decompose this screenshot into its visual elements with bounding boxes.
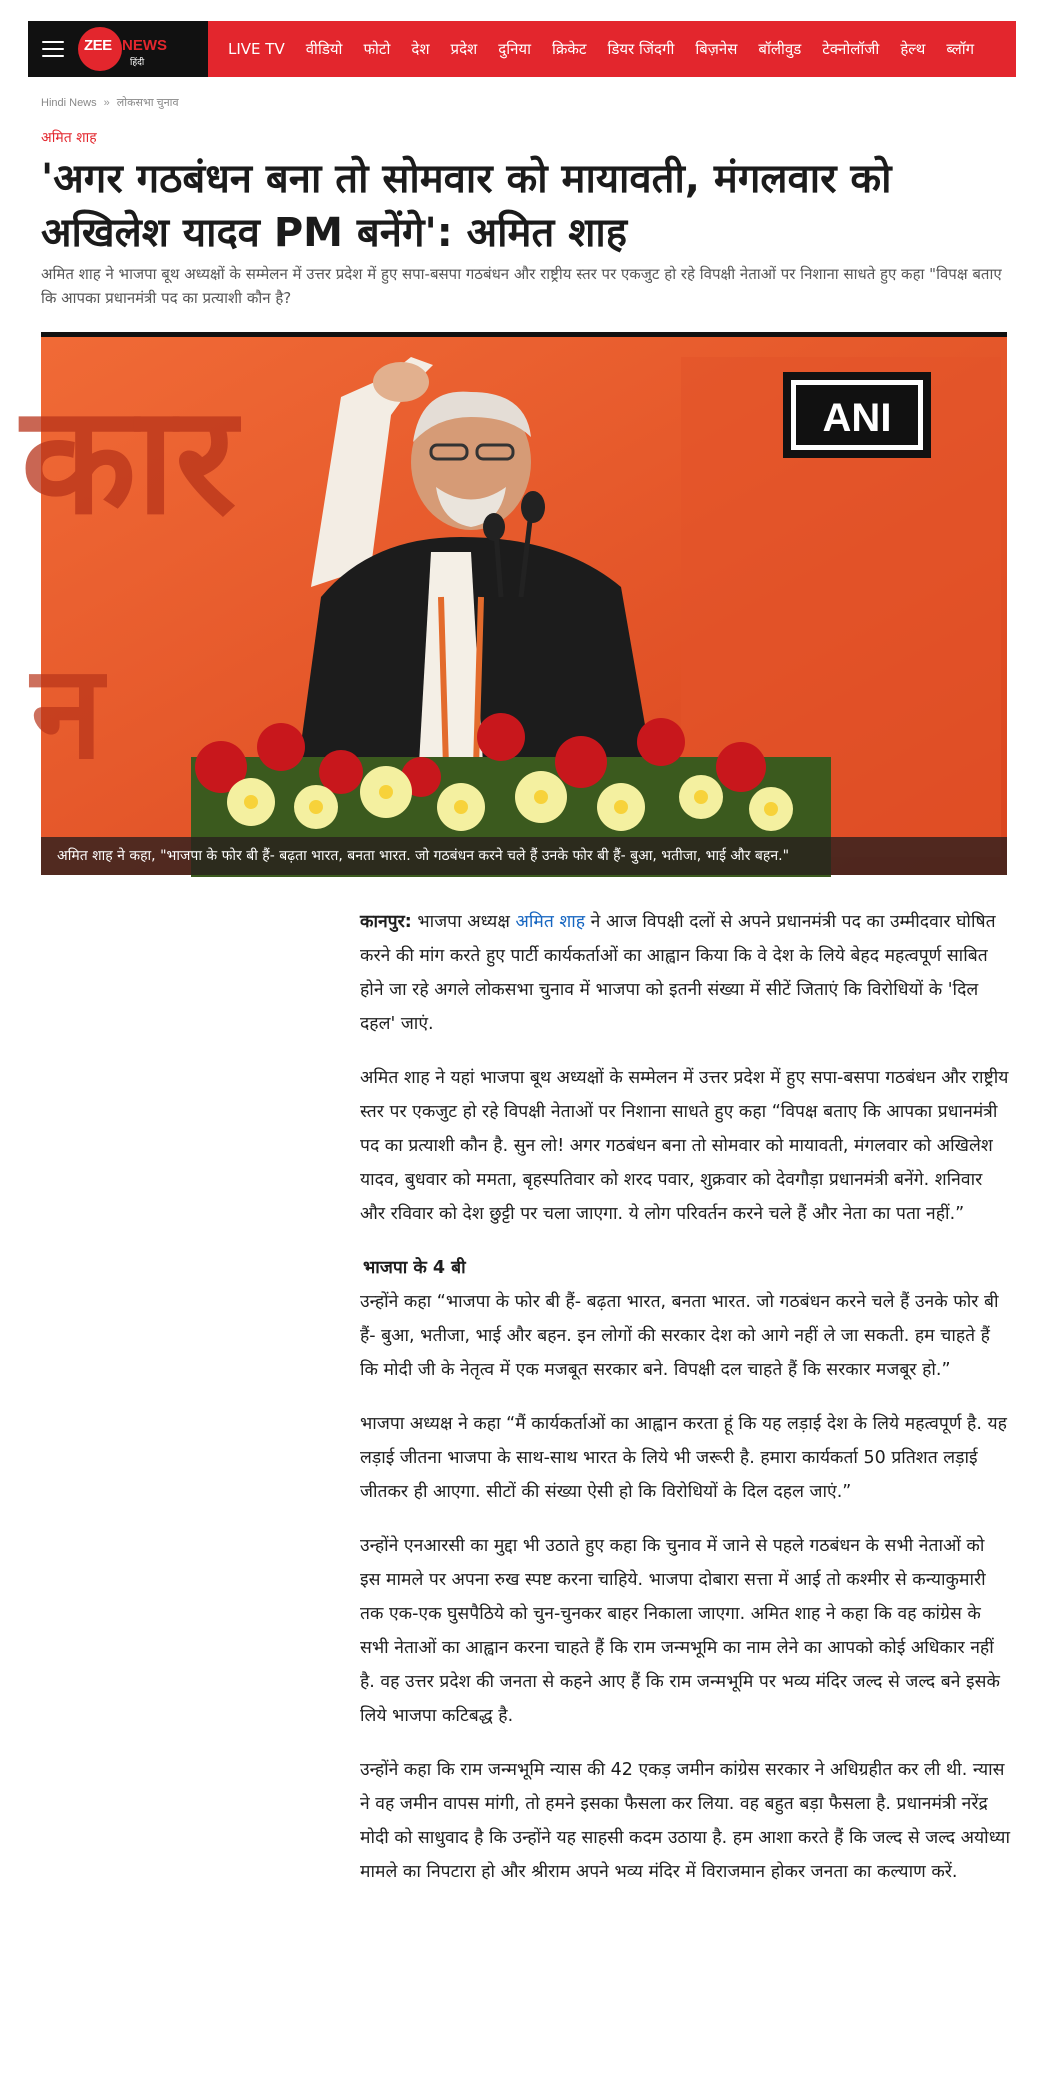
brand-block [28,21,208,77]
breadcrumb-home-link[interactable]: Hindi News [41,97,97,109]
nav-item-live-tv[interactable]: LIVE TV [228,40,285,58]
top-navigation-bar [28,21,1016,77]
article-paragraph-3: उन्होंने कहा “भाजपा के फोर बी हैं- बढ़ता भारत, बनता भारत. जो गठबंधन करने चले हैं उनके फोर बी हैं- बुआ, भतीजा, भाई और बहन. इन लोगों की सरकार देश को आगे नहीं ले जा सकती. हम चाहते हैं कि मोदी जी के नेतृत्व में एक मजबूत सरकार बने. विपक्षी दल चाहते हैं कि सरकार मजबूर हो.” [360,1292,999,1380]
article-paragraph-1 [360,905,1010,1041]
amit-shah-link[interactable]: अमित शाह [515,912,586,932]
article-category-tag[interactable]: अमित शाह [41,130,97,146]
ani-badge-text: ANI [822,396,892,440]
nav-item-videos[interactable]: वीडियो [305,40,343,58]
article-subheading: भाजपा के 4 बी [363,1258,466,1278]
nav-item-dear-zindagi[interactable]: डियर जिंदगी [607,40,675,58]
nav-item-cricket[interactable]: क्रिकेट [552,40,587,58]
nav-item-blog[interactable]: ब्लॉग [946,40,975,58]
article-body [360,905,1010,1909]
breadcrumb-separator: » [103,97,110,109]
speaker-illustration [21,337,1007,875]
nav-item-business[interactable]: बिज़नेस [695,40,738,58]
article-paragraph-2: अमित शाह ने यहां भाजपा बूथ अध्यक्षों के सम्मेलन में उत्तर प्रदेश में हुए सपा-बसपा गठबंधन और राष्ट्रीय स्तर पर एकजुट हो रहे विपक्षी नेताओं पर निशाना साधते हुए कहा “विपक्ष बताए कि आपका प्रधानमंत्री पद का प्रत्याशी कौन है. सुन लो! अगर गठबंधन बना तो सोमवार को मायावती, मंगलवार को अखिलेश यादव, बुधवार को ममता, बृहस्पतिवार को शरद पवार, शुक्रवार को देवगौड़ा प्रधानमंत्री बनेंगे. शनिवार और रविवार को देश छुट्टी पर चला जाएगा. ये लोग परिवर्तन करने चले हैं और नेता का पता नहीं.” [360,1068,1009,1224]
article-hero-image [21,332,1007,875]
svg-text:कार: कार [21,374,237,548]
logo-hindi-label: हिंदी [130,58,145,68]
ani-badge [783,372,931,458]
article-paragraph-5: उन्होंने एनआरसी का मुद्दा भी उठाते हुए कहा कि चुनाव में जाने से पहले गठबंधन के सभी नेताओं को इस मामले पर अपना रुख स्पष्ट करना चाहिये. भाजपा दोबारा सत्ता में आई तो कश्मीर से कन्याकुमारी तक एक-एक घुसपैठिये को चुन-चुनकर बाहर निकाला जाएगा. अमित शाह ने कहा कि वह कांग्रेस के सभी नेताओं का आह्वान करना चाहते हैं कि राम जन्मभूमि का नाम लेने का आपको कोई अधिकार नहीं है. वह उत्तर प्रदेश की जनता से कहने आए हैं कि राम जन्मभूमि पर भव्य मंदिर जल्द से जल्द बने इसके लिये भाजपा कटिबद्ध है. [360,1536,1000,1726]
menu-icon[interactable] [42,41,64,57]
image-caption: अमित शाह ने कहा, "भाजपा के फोर बी हैं- बढ़ता भारत, बनता भारत. जो गठबंधन करने चले हैं उनके फोर बी हैं- बुआ, भतीजा, भाई और बहन." [41,837,1007,875]
paragraph-1-text: ने आज विपक्षी दलों से अपने प्रधानमंत्री पद का उम्मीदवार घोषित करने की मांग करते हुए पार्टी कार्यकर्ताओं का आह्वान किया कि वे देश के लिये बेहद महत्वपूर्ण साबित होने जा रहे अगले लोकसभा चुनाव में भाजपा को इतनी संख्या में सीटें जिताएं कि विरोधियों के 'दिल दहल' जाएं. [360,912,996,1034]
article-summary: अमित शाह ने भाजपा बूथ अध्यक्षों के सम्मेलन में उत्तर प्रदेश में हुए सपा-बसपा गठबंधन और राष्ट्रीय स्तर पर एकजुट हो रहे विपक्षी नेताओं पर निशाना साधते हुए कहा "विपक्ष बताए कि आपका प्रधानमंत्री पद का प्रत्याशी कौन है? [41,265,1002,307]
main-nav [208,39,995,59]
nav-item-country[interactable]: देश [411,40,430,58]
svg-text:न: न [31,636,104,788]
nav-item-world[interactable]: दुनिया [498,40,531,58]
breadcrumb [41,95,179,110]
paragraph-1-intro: भाजपा अध्यक्ष [417,912,510,932]
zee-news-logo[interactable]: ZEE NEWS हिंदी [78,27,166,71]
nav-item-photos[interactable]: फोटो [363,40,391,58]
nav-item-bollywood[interactable]: बॉलीवुड [758,40,802,58]
nav-item-health[interactable]: हेल्थ [900,40,926,58]
article-paragraph-4: भाजपा अध्यक्ष ने कहा “मैं कार्यकर्ताओं का आह्वान करता हूं कि यह लड़ाई देश के लिये महत्वपूर्ण है. यह लड़ाई जीतना भाजपा के साथ-साथ भारत के लिये भी जरूरी है. हमारा कार्यकर्ता 50 प्रतिशत लड़ाई जीतकर ही आएगा. सीटों की संख्या ऐसी हो कि विरोधियों के दिल दहल जाएं.” [360,1414,1007,1502]
article-headline: 'अगर गठबंधन बना तो सोमवार को मायावती, मंगलवार को अखिलेश यादव PM बनेंगे': अमित शाह [41,156,892,256]
nav-item-technology[interactable]: टेक्नोलॉजी [822,40,880,58]
breadcrumb-section-link[interactable]: लोकसभा चुनाव [116,97,179,109]
nav-item-state[interactable]: प्रदेश [450,40,478,58]
dateline: कानपुर: [360,912,412,932]
article-paragraph-6: उन्होंने कहा कि राम जन्मभूमि न्यास की 42 एकड़ जमीन कांग्रेस सरकार ने अधिग्रहीत कर ली थी. न्यास ने वह जमीन वापस मांगी, तो हमने इसका फैसला कर लिया. वह बहुत बड़ा फैसला है. प्रधानमंत्री नरेंद्र मोदी को साधुवाद है कि उन्होंने यह साहसी कदम उठाया है. हम आशा करते हैं कि जल्द से जल्द अयोध्या मामले का निपटारा हो और श्रीराम अपने भव्य मंदिर में विराजमान होकर जनता का कल्याण करें. [360,1760,1010,1882]
